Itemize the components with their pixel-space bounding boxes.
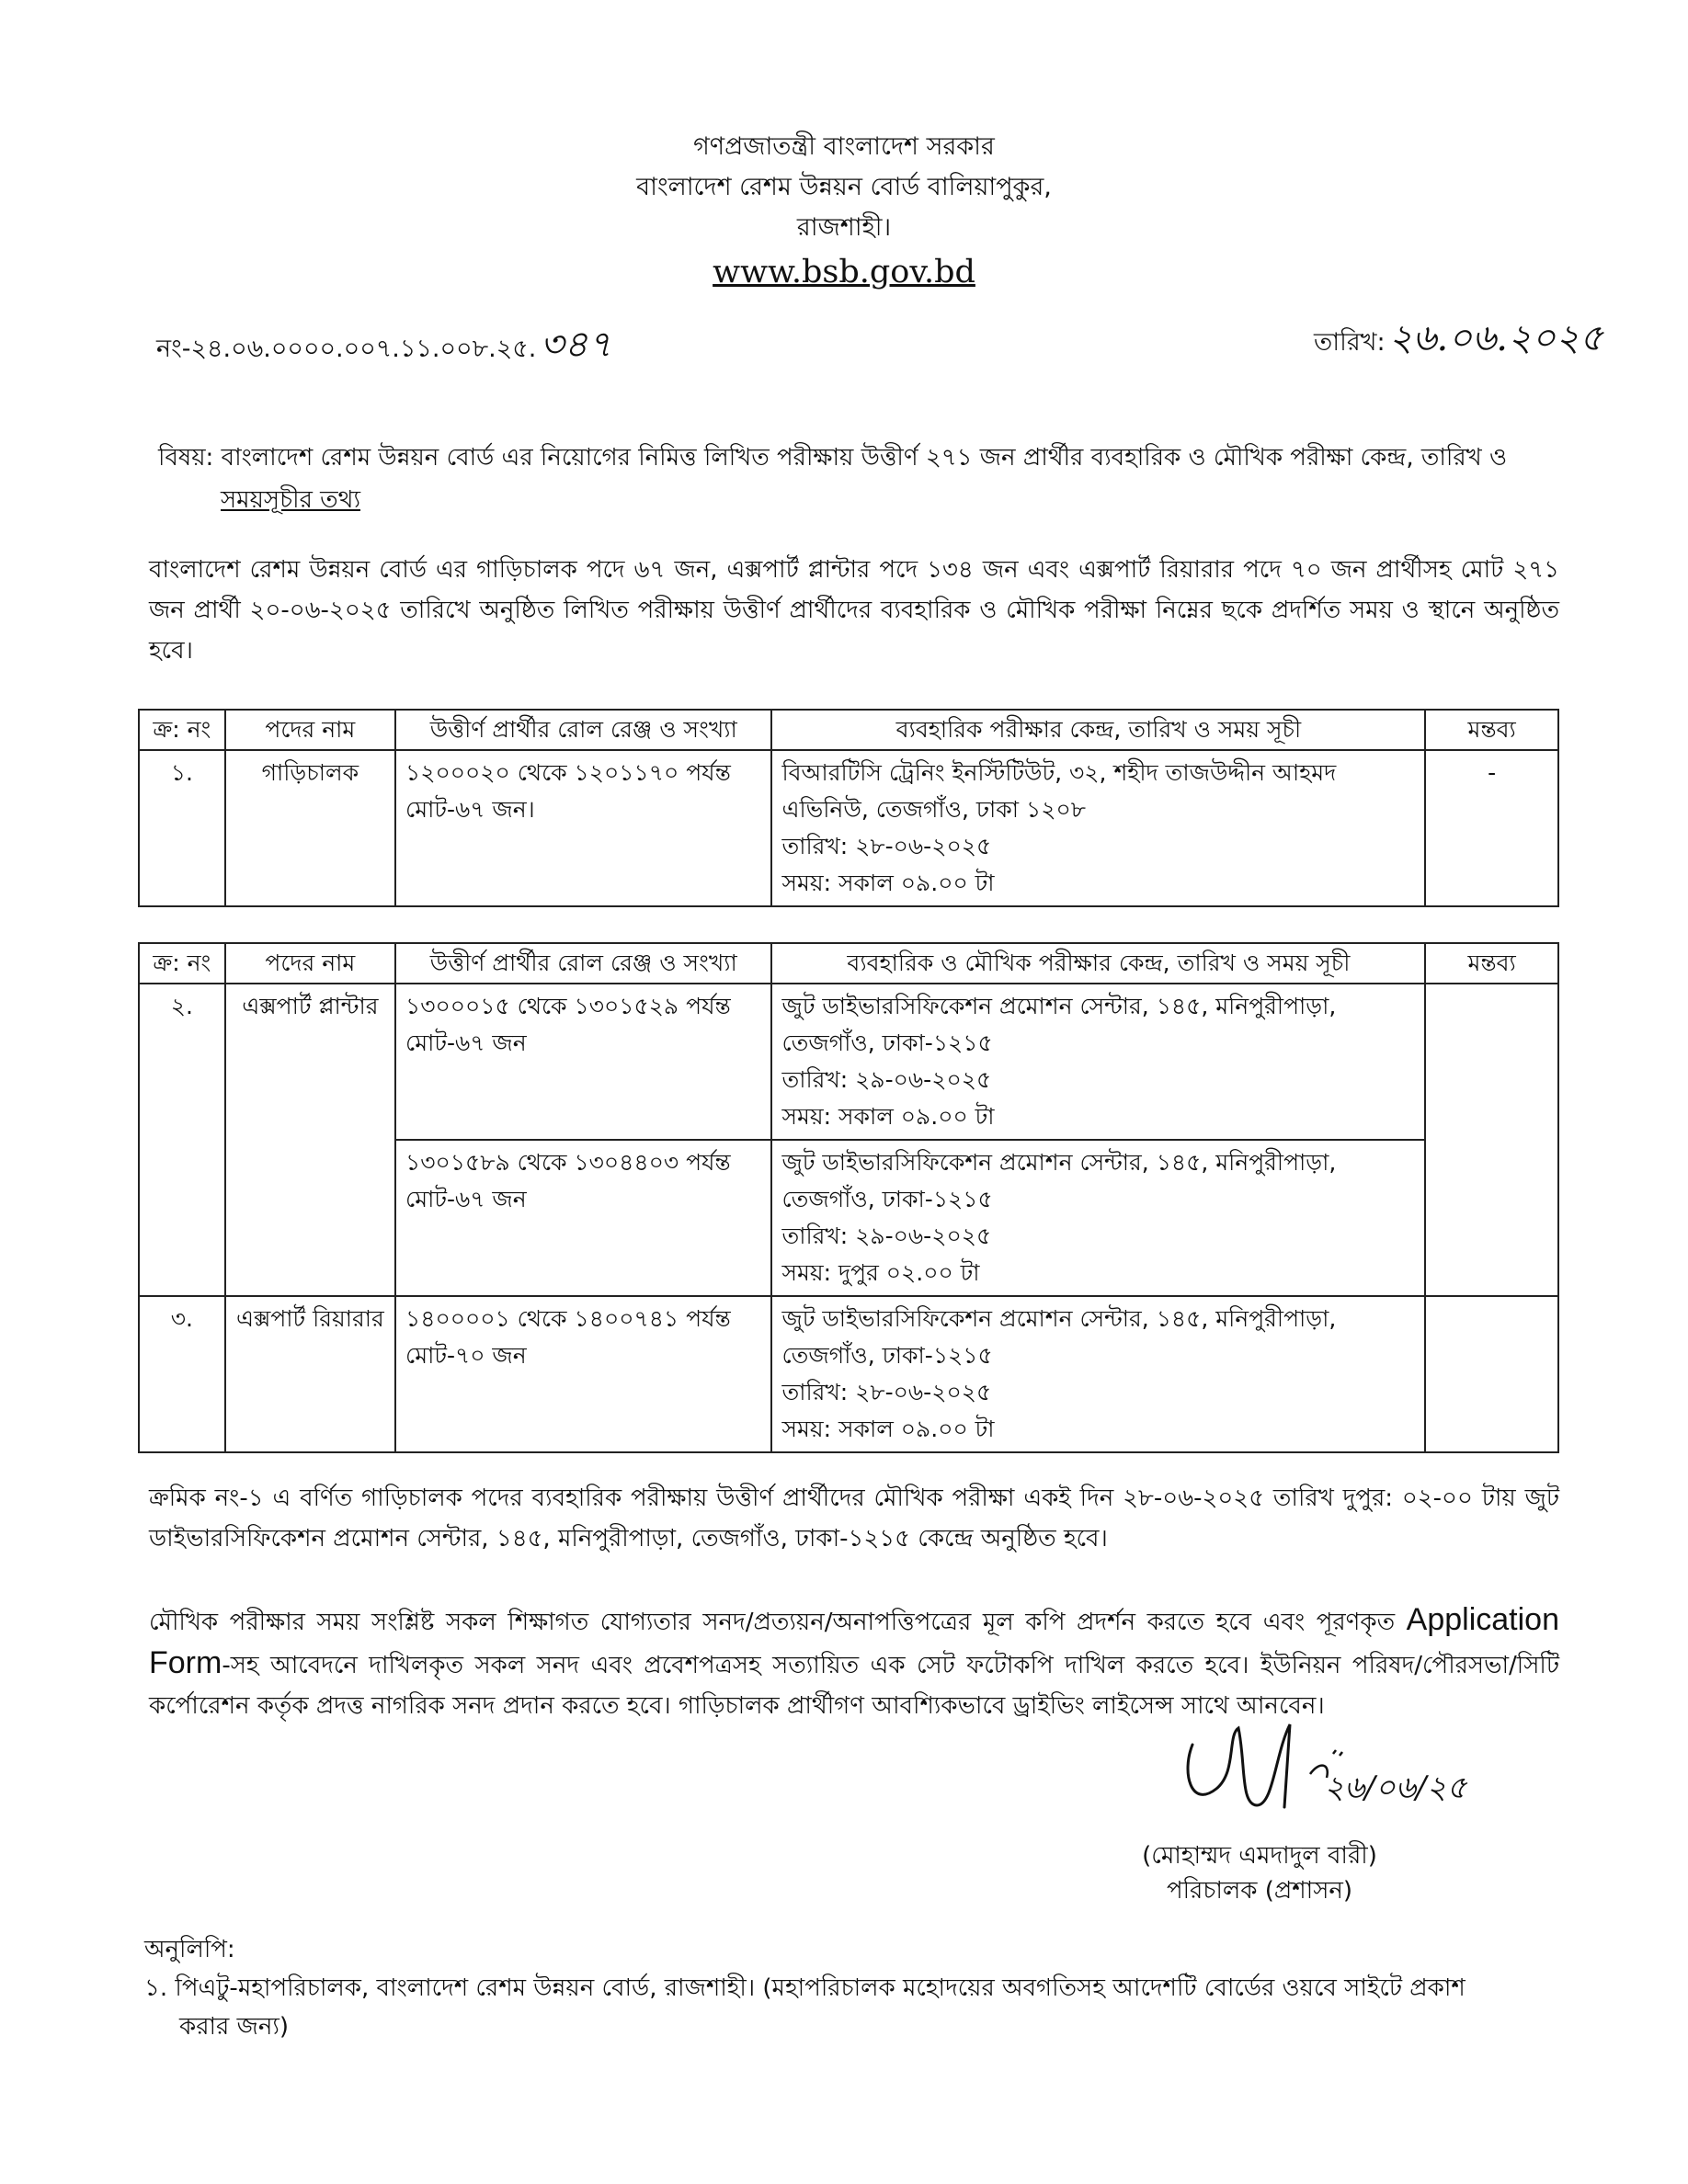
driver-viva-note: ক্রমিক নং-১ এ বর্ণিত গাড়িচালক পদের ব্যবহারিক পরীক্ষায় উত্তীর্ণ প্রার্থীদের মৌখিক পরীক্ষা একই দিন ২৮-০৬-২০২৫ তারিখ দুপুর: ০২-০০ টায় জুট ডাইভারসিফিকেশন প্রমোশন সেন্টার, ১৪৫, মনিপুরীপাড়া, তেজগাঁও, ঢাকা-১২১৫ কেন্দ্রে অনুষ্ঠিত হবে। [149,1484,1559,1553]
cell-venue [771,750,1425,906]
col-header-venue: ব্যবহারিক পরীক্ষার কেন্দ্র, তারিখ ও সময় সূচী [771,710,1425,750]
instructions-part2: -সহ আবেদনে দাখিলকৃত সকল সনদ এবং প্রবেশপত্রসহ সত্যায়িত এক সেট ফটোকপি দাখিল করতে হবে। ইউনিয়ন পরিষদ/পৌরসভা/সিটি কর্পোরেশন কর্তৃক প্রদত্ত নাগরিক সনদ প্রদান করতে হবে। গাড়িচালক প্রার্থীগণ আবশ্যিকভাবে ড্রাইভিং লাইসেন্স সাথে আনবেন। [149,1652,1559,1720]
cell-venue [771,1140,1425,1296]
cell-remark: - [1425,750,1558,906]
subject-label: বিষয়: [158,444,214,472]
signatory-name: (মোহাম্মদ এমদাদুল বারী) [1142,1842,1377,1870]
cell-roll-range [395,1140,771,1296]
cell-serial: ৩. [139,1296,225,1452]
exam-date: তারিখ: ২৯-০৬-২০২৫ [781,1223,992,1249]
letterhead [0,127,1688,296]
table-row [139,750,1558,906]
roll-range: ১৪০০০০১ থেকে ১৪০০৭৪১ পর্যন্ত [405,1305,731,1332]
cell-venue [771,1296,1425,1452]
copy-to-label: অনুলিপি: [144,1936,235,1963]
signatory-block [1131,1838,1388,1908]
cell-venue [771,984,1425,1140]
col-header-remark: মন্তব্য [1425,943,1558,984]
table-row [139,1296,1558,1452]
date-label: তারিখ: [1314,328,1386,357]
table-header-row [139,710,1558,750]
cell-remark [1425,984,1558,1296]
col-header-remark: মন্তব্য [1425,710,1558,750]
candidate-count: মোট-৬৭ জন [405,1029,527,1056]
website-link[interactable]: www.bsb.gov.bd [713,254,975,290]
candidate-count: মোট-৬৭ জন। [405,796,535,823]
instructions-paragraph [149,1599,1559,1726]
memo-date [1314,309,1603,370]
col-header-roll-range: উত্তীর্ণ প্রার্থীর রোল রেঞ্জ ও সংখ্যা [395,710,771,750]
venue-address: জুট ডাইভারসিফিকেশন প্রমোশন সেন্টার, ১৪৫, মনিপুরীপাড়া, তেজগাঁও, ঢাকা-১২১৫ [781,1149,1337,1212]
subject-text-line2: সময়সূচীর তথ্য [221,486,361,514]
venue-address: বিআরটিসি ট্রেনিং ইনস্টিটিউট, ৩২, শহীদ তাজউদ্দীন আহমদ এভিনিউ, তেজগাঁও, ঢাকা ১২০৮ [781,759,1337,823]
government-name: গণপ্রজাতন্ত্রী বাংলাদেশ সরকার [693,132,995,161]
instructions-part1: মৌখিক পরীক্ষার সময় সংশ্লিষ্ট সকল শিক্ষাগত যোগ্যতার সনদ/প্রত্যয়ন/অনাপত্তিপত্রের মূল কপি প্রদর্শন করতে হবে এবং পূরণকৃত [149,1609,1407,1636]
exam-date: তারিখ: ২৮-০৬-২০২৫ [781,833,992,859]
signature-date: ২৬/০৬/২৫ [1324,1769,1467,1806]
col-header-serial: ক্র: নং [139,943,225,984]
cell-serial: ১. [139,750,225,906]
copy-to-item [144,1969,1560,2046]
schedule-table-driver [138,709,1559,907]
candidate-count: মোট-৬৭ জন [405,1186,527,1212]
roll-range: ১৩০০০১৫ থেকে ১৩০১৫২৯ পর্যন্ত [405,993,731,1019]
memo-ref-number: নং-২৪.০৬.০০০০.০০৭.১১.০০৮.২৫. [156,335,537,363]
copy-to-item-line1: ১. পিএটু-মহাপরিচালক, বাংলাদেশ রেশম উন্নয়ন বোর্ড, রাজশাহী। (মহাপরিচালক মহোদয়ের অবগতিসহ আদেশটি বোর্ডের ওয়বে সাইটে প্রকাশ [144,1974,1466,2002]
candidate-count: মোট-৭০ জন [405,1342,527,1369]
venue-address: জুট ডাইভারসিফিকেশন প্রমোশন সেন্টার, ১৪৫, মনিপুরীপাড়া, তেজগাঁও, ঢাকা-১২১৫ [781,993,1337,1056]
cell-roll-range [395,1296,771,1452]
exam-time: সময়: সকাল ০৯.০০ টা [781,1103,995,1130]
schedule-table-expert [138,942,1559,1453]
exam-date: তারিখ: ২৯-০৬-২০২৫ [781,1066,992,1093]
organization-name: বাংলাদেশ রেশম উন্নয়ন বোর্ড বালিয়াপুকুর, [636,173,1052,201]
exam-time: সময়: সকাল ০৯.০০ টা [781,870,995,896]
cell-roll-range [395,984,771,1140]
table-header-row [139,943,1558,984]
memo-ref-handwritten: ৩৪৭ [540,324,612,366]
roll-range: ১২০০০২০ থেকে ১২০১১৭০ পর্যন্ত [405,759,731,786]
cell-remark [1425,1296,1558,1452]
intro-paragraph: বাংলাদেশ রেশম উন্নয়ন বোর্ড এর গাড়িচালক পদে ৬৭ জন, এক্সপার্ট প্লান্টার পদে ১৩৪ জন এবং এক্সপার্ট রিয়ারার পদে ৭০ জন প্রার্থীসহ মোট ২৭১ জন প্রার্থী ২০-০৬-২০২৫ তারিখে অনুষ্ঠিত লিখিত পরীক্ষায় উত্তীর্ণ প্রার্থীদের ব্যবহারিক ও মৌখিক পরীক্ষা নিম্নের ছকে প্রদর্শিত সময় ও স্থানে অনুষ্ঠিত হবে। [149,556,1559,665]
exam-time: সময়: সকাল ০৯.০০ টা [781,1416,995,1442]
col-header-venue: ব্যবহারিক ও মৌখিক পরীক্ষার কেন্দ্র, তারিখ ও সময় সূচী [771,943,1425,984]
venue-address: জুট ডাইভারসিফিকেশন প্রমোশন সেন্টার, ১৪৫, মনিপুরীপাড়া, তেজগাঁও, ঢাকা-১২১৫ [781,1305,1337,1369]
application-form-text: Application Form [149,1602,1559,1680]
col-header-roll-range: উত্তীর্ণ প্রার্থীর রোল রেঞ্জ ও সংখ্যা [395,943,771,984]
cell-post: গাড়িচালক [225,750,395,906]
subject-line [158,437,1556,521]
organization-city: রাজশাহী। [796,213,892,242]
exam-time: সময়: দুপুর ০২.০০ টা [781,1259,980,1286]
signatory-designation: পরিচালক (প্রশাসন) [1166,1877,1353,1905]
cell-serial: ২. [139,984,225,1296]
table-row [139,984,1558,1140]
subject-text: বাংলাদেশ রেশম উন্নয়ন বোর্ড এর নিয়োগের নিমিত্ত লিখিত পরীক্ষায় উত্তীর্ণ ২৭১ জন প্রার্থীর ব্যবহারিক ও মৌখিক পরীক্ষা কেন্দ্র, তারিখ ও [221,444,1508,472]
copy-to-item-line2: করার জন্য) [179,2013,290,2041]
date-handwritten: ২৬.০৬.২০২৫ [1388,317,1603,359]
cell-post: এক্সপার্ট রিয়ারার [225,1296,395,1452]
col-header-serial: ক্র: নং [139,710,225,750]
exam-date: তারিখ: ২৮-০৬-২০২৫ [781,1379,992,1405]
memo-reference [156,315,611,377]
col-header-post: পদের নাম [225,710,395,750]
roll-range: ১৩০১৫৮৯ থেকে ১৩০৪৪০৩ পর্যন্ত [405,1149,731,1176]
col-header-post: পদের নাম [225,943,395,984]
cell-roll-range [395,750,771,906]
signature-graphic [1172,1717,1558,1827]
cell-post: এক্সপার্ট প্লান্টার [225,984,395,1296]
